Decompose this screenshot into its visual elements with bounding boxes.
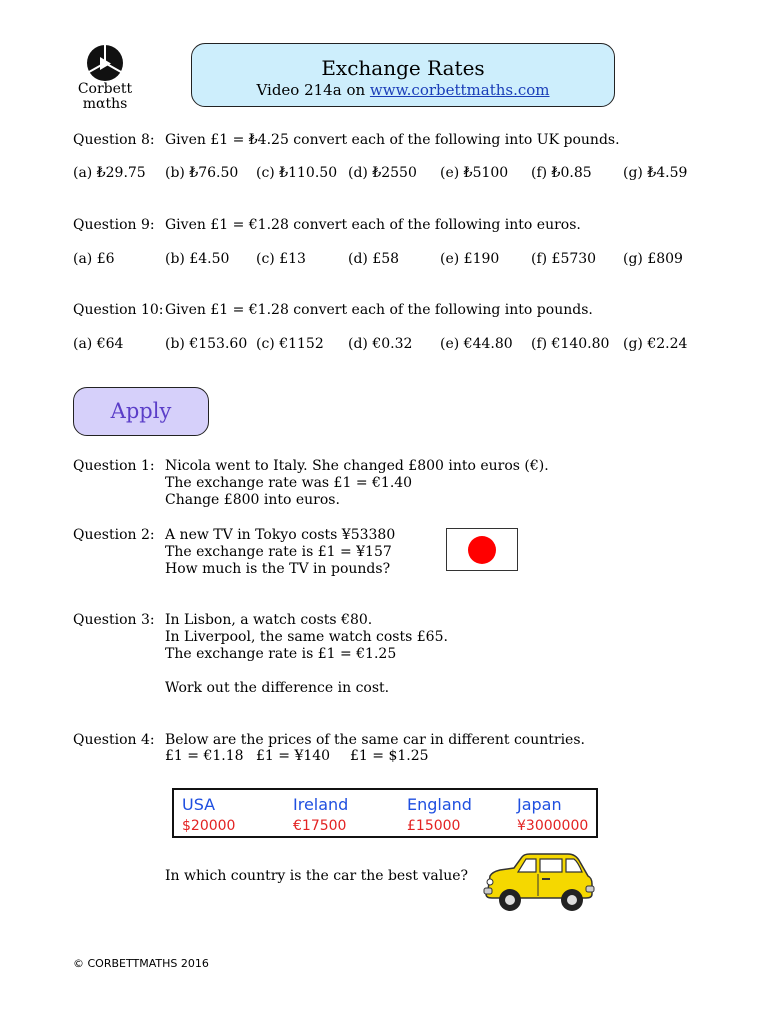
country-name: Ireland <box>293 795 349 814</box>
apply-question-2-label: Question 2: <box>73 527 155 543</box>
question-8-text: Given £1 = ₺4.25 convert each of the following into UK pounds. <box>165 132 620 148</box>
question-line: The exchange rate is £1 = €1.25 <box>165 646 397 662</box>
question-10-option: (a) €64 <box>73 336 124 352</box>
question-10-option: (f) €140.80 <box>531 336 610 352</box>
car-price: €17500 <box>293 818 347 834</box>
question-line-blank <box>165 663 448 680</box>
question-10-option: (e) €44.80 <box>440 336 513 352</box>
car-price-table <box>172 788 598 838</box>
question-9-option: (f) £5730 <box>531 251 597 267</box>
apply-heading-box <box>73 387 209 436</box>
question-10-option: (b) €153.60 <box>165 336 248 352</box>
car-price: £15000 <box>407 818 461 834</box>
question-10-label: Question 10: <box>73 302 164 318</box>
price-column <box>293 794 348 836</box>
flag-red-disc <box>468 536 496 564</box>
apply-question-4-intro: Below are the prices of the same car in different countries. <box>165 732 585 748</box>
car-price: $20000 <box>182 818 236 834</box>
price-column <box>517 794 588 836</box>
question-line: The exchange rate was £1 = €1.40 <box>165 475 413 491</box>
question-line: Nicola went to Italy. She changed £800 into euros (€). <box>165 458 549 474</box>
question-line: In Liverpool, the same watch costs £65. <box>165 629 448 645</box>
price-column <box>182 794 235 836</box>
apply-question-3-label: Question 3: <box>73 612 155 628</box>
question-line: Work out the difference in cost. <box>165 680 390 696</box>
exchange-rate: £1 = €1.18 <box>165 748 244 764</box>
car-price: ¥3000000 <box>517 818 589 834</box>
copyright-footer: © CORBETTMATHS 2016 <box>73 957 209 970</box>
question-8-option: (c) ₺110.50 <box>256 165 338 181</box>
question-8-option: (d) ₺2550 <box>348 165 417 181</box>
apply-question-1-label: Question 1: <box>73 458 155 474</box>
apply-question-1-text <box>165 458 549 509</box>
country-name: England <box>407 795 472 814</box>
question-8-label: Question 8: <box>73 132 155 148</box>
apply-question-2-text <box>165 527 395 578</box>
video-reference <box>192 80 614 100</box>
apply-heading: Apply <box>110 399 172 423</box>
question-9-option: (c) £13 <box>256 251 306 267</box>
question-line: Change £800 into euros. <box>165 492 340 508</box>
question-line: A new TV in Tokyo costs ¥53380 <box>165 527 396 543</box>
japan-flag-icon <box>446 528 518 571</box>
question-9-text: Given £1 = €1.28 convert each of the following into euros. <box>165 217 581 233</box>
question-8-option: (e) ₺5100 <box>440 165 509 181</box>
page-title: Exchange Rates <box>321 56 485 80</box>
question-9-label: Question 9: <box>73 217 155 233</box>
logo-line-2: mαths <box>82 96 128 112</box>
question-line: How much is the TV in pounds? <box>165 561 391 577</box>
question-10-text: Given £1 = €1.28 convert each of the following into pounds. <box>165 302 593 318</box>
corbettmaths-logo-icon <box>85 44 125 82</box>
apply-question-3-text <box>165 612 448 697</box>
question-line: The exchange rate is £1 = ¥157 <box>165 544 392 560</box>
question-9-option: (d) £58 <box>348 251 400 267</box>
header-box <box>191 43 615 107</box>
question-10-option: (c) €1152 <box>256 336 324 352</box>
question-9-option: (e) £190 <box>440 251 500 267</box>
question-9-option: (g) £809 <box>623 251 683 267</box>
question-8-option: (g) ₺4.59 <box>623 165 688 181</box>
yellow-car-icon <box>480 852 596 914</box>
question-8-option: (f) ₺0.85 <box>531 165 592 181</box>
price-column <box>407 794 472 836</box>
apply-question-4-label: Question 4: <box>73 732 155 748</box>
question-10-option: (d) €0.32 <box>348 336 413 352</box>
country-name: USA <box>182 795 216 814</box>
question-8-option: (a) ₺29.75 <box>73 165 146 181</box>
video-prefix: Video 214a on <box>256 81 370 99</box>
question-8-option: (b) ₺76.50 <box>165 165 239 181</box>
exchange-rate: £1 = $1.25 <box>350 748 429 764</box>
question-9-option: (b) £4.50 <box>165 251 230 267</box>
apply-question-4-question: In which country is the car the best value? <box>165 868 469 884</box>
question-line: In Lisbon, a watch costs €80. <box>165 612 373 628</box>
question-9-option: (a) £6 <box>73 251 115 267</box>
country-name: Japan <box>517 795 562 814</box>
corbettmaths-logo <box>70 44 140 112</box>
exchange-rate: £1 = ¥140 <box>256 748 331 764</box>
question-10-option: (g) €2.24 <box>623 336 688 352</box>
corbettmaths-link[interactable]: www.corbettmaths.com <box>369 81 550 99</box>
logo-line-1: Corbett <box>77 81 133 97</box>
